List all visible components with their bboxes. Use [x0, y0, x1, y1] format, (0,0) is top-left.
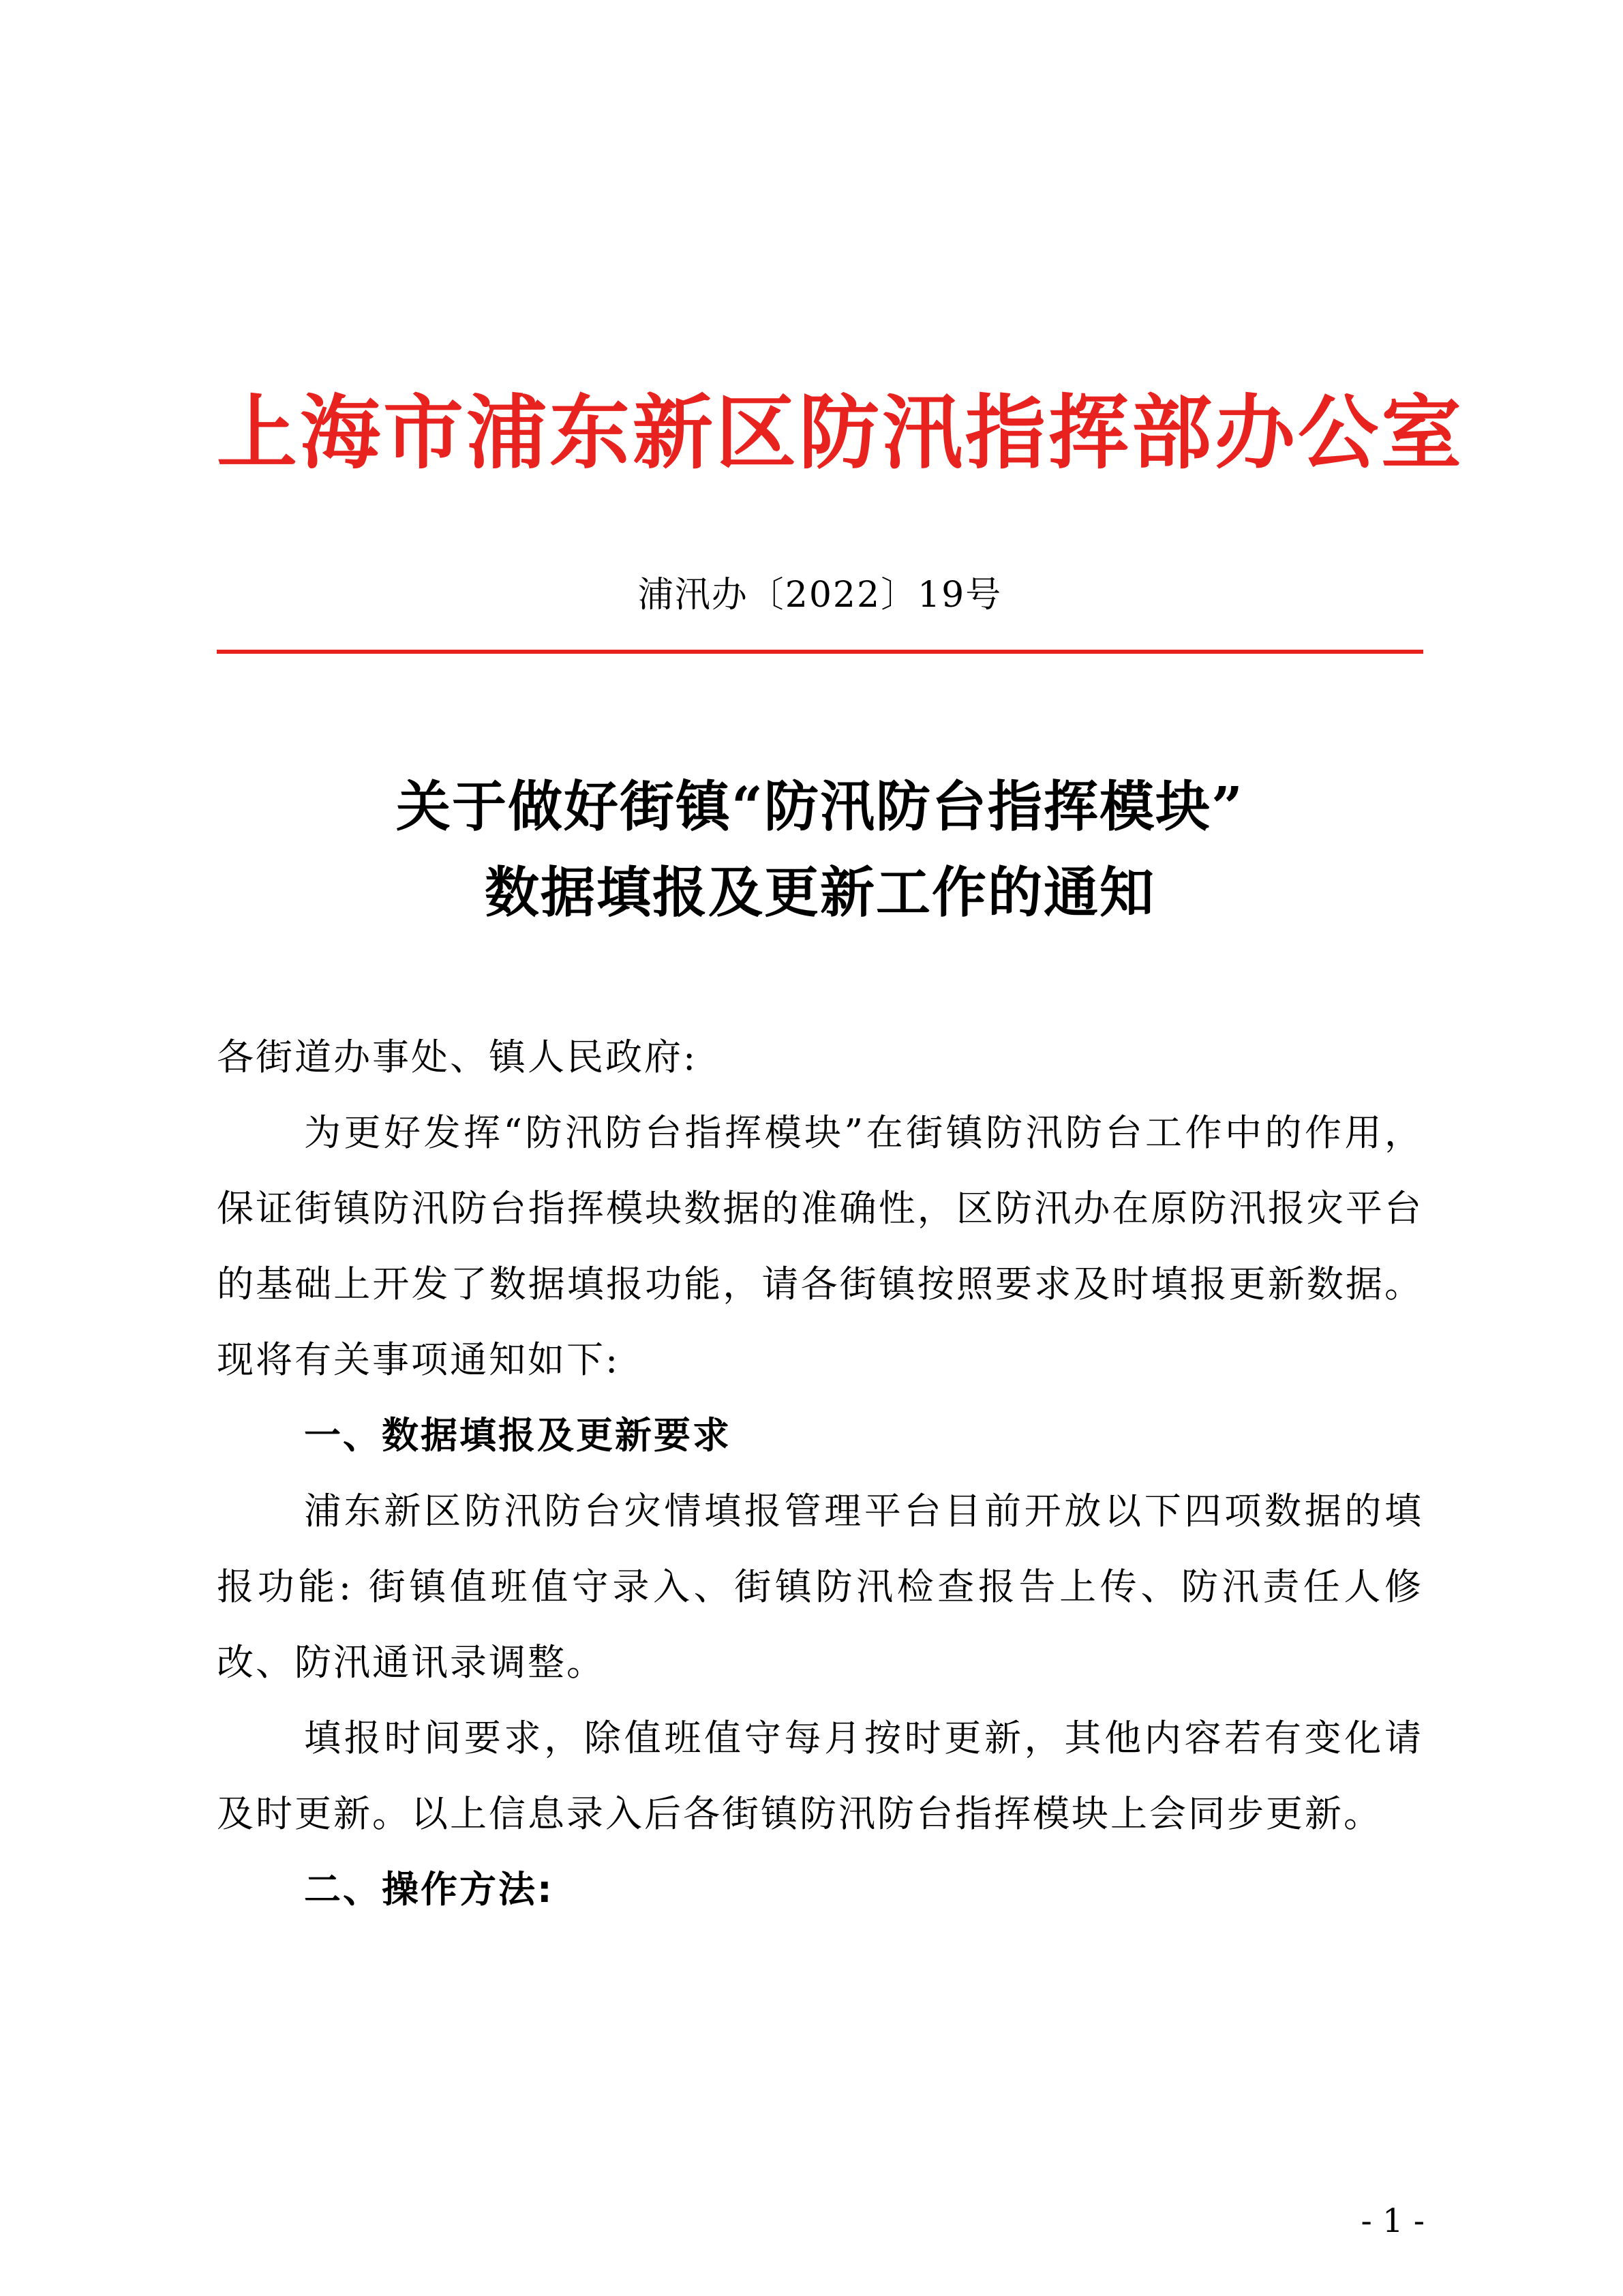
- document-title: [217, 764, 1423, 935]
- title-line-2: 数据填报及更新工作的通知: [485, 860, 1155, 924]
- page-number: - 1 -: [1361, 2202, 1425, 2240]
- title-line-1: 关于做好街镇“防汛防台指挥模块”: [395, 774, 1245, 839]
- salutation: 各街道办事处、镇人民政府:: [217, 1036, 698, 1078]
- letterhead-org-name: 上海市浦东新区防汛指挥部办公室: [217, 386, 1465, 480]
- intro-paragraph: 为更好发挥“防汛防台指挥模块”在街镇防汛防台工作中的作用，保证街镇防汛防台指挥模块数据的准确性，区防汛办在原防汛报灾平台的基础上开发了数据填报功能，请各街镇按照要求及时填报更新数据。现将有关事项通知如下:: [217, 1111, 1423, 1381]
- section-2-heading: 二、操作方法:: [304, 1868, 554, 1911]
- red-divider-line: [217, 650, 1423, 654]
- section-1-paragraph-2: 填报时间要求，除值班值守每月按时更新，其他内容若有变化请及时更新。以上信息录入后各街镇防汛防台指挥模块上会同步更新。: [217, 1717, 1423, 1835]
- document-number: 浦汛办〔2022〕19号: [637, 575, 1003, 616]
- section-1-paragraph-1: 浦东新区防汛防台灾情填报管理平台目前开放以下四项数据的填报功能: 街镇值班值守录入、街镇防汛检查报告上传、防汛责任人修改、防汛通讯录调整。: [217, 1490, 1423, 1684]
- section-1-heading: 一、数据填报及更新要求: [304, 1414, 731, 1457]
- document-body: [217, 1019, 1423, 1927]
